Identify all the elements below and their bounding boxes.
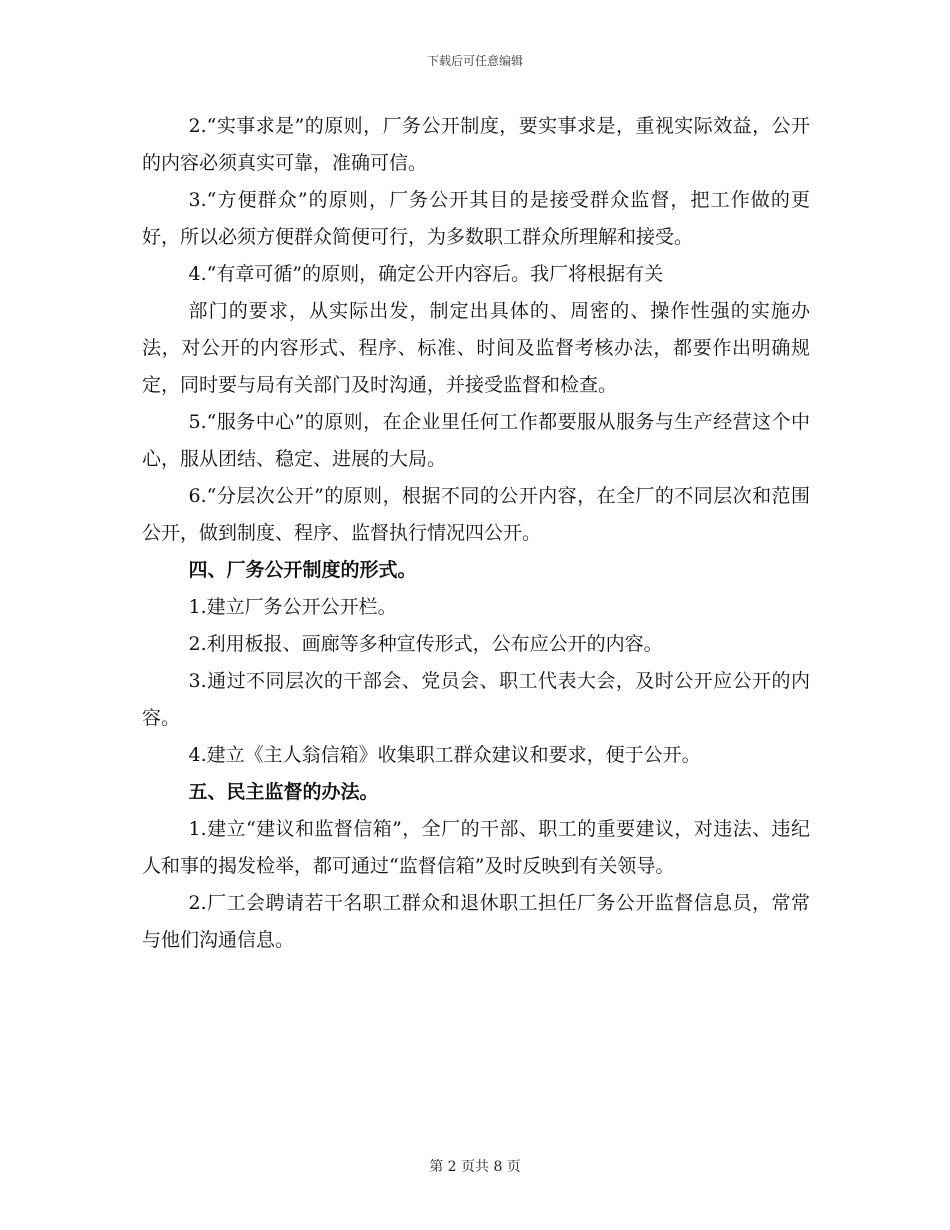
page-header: 下载后可任意编辑 bbox=[426, 54, 523, 68]
document-body bbox=[142, 108, 810, 959]
paragraph: 3.通过不同层次的干部会、党员会、职工代表大会，及时公开应公开的内容。 bbox=[142, 670, 810, 729]
paragraph: 4.“有章可循”的原则，确定公开内容后。我厂将根据有关 bbox=[188, 263, 664, 285]
page-footer: 第 2 页共 8 页 bbox=[429, 1159, 521, 1175]
paragraph: 2.“实事求是”的原则，厂务公开制度，要实事求是，重视实际效益，公开的内容必须真实可靠，准确可信。 bbox=[142, 115, 810, 174]
paragraph: 6.“分层次公开”的原则，根据不同的公开内容，在全厂的不同层次和范围公开，做到制度、程序、监督执行情况四公开。 bbox=[142, 485, 810, 544]
paragraph: 4.建立《主人翁信箱》收集职工群众建议和要求，便于公开。 bbox=[188, 744, 701, 766]
section-heading: 五、民主监督的办法。 bbox=[188, 781, 379, 803]
paragraph: 2.利用板报、画廊等多种宣传形式，公布应公开的内容。 bbox=[188, 633, 663, 655]
paragraph: 1.建立厂务公开公开栏。 bbox=[188, 596, 397, 618]
paragraph: 3.“方便群众”的原则，厂务公开其目的是接受群众监督，把工作做的更好，所以必须方便群众简便可行，为多数职工群众所理解和接受。 bbox=[142, 189, 810, 248]
paragraph: 1.建立“建议和监督信箱”，全厂的干部、职工的重要建议，对违法、违纪人和事的揭发检举，都可通过“监督信箱”及时反映到有关领导。 bbox=[142, 818, 810, 877]
paragraph: 5.“服务中心”的原则，在企业里任何工作都要服从服务与生产经营这个中心，服从团结、稳定、进展的大局。 bbox=[142, 411, 810, 470]
section-heading: 四、厂务公开制度的形式。 bbox=[188, 559, 417, 581]
paragraph: 2.厂工会聘请若干名职工群众和退休职工担任厂务公开监督信息员，常常与他们沟通信息。 bbox=[142, 892, 810, 951]
paragraph: 部门的要求，从实际出发，制定出具体的、周密的、操作性强的实施办法，对公开的内容形式、程序、标准、时间及监督考核办法，都要作出明确规定，同时要与局有关部门及时沟通，并接受监督和检查。 bbox=[142, 300, 810, 396]
